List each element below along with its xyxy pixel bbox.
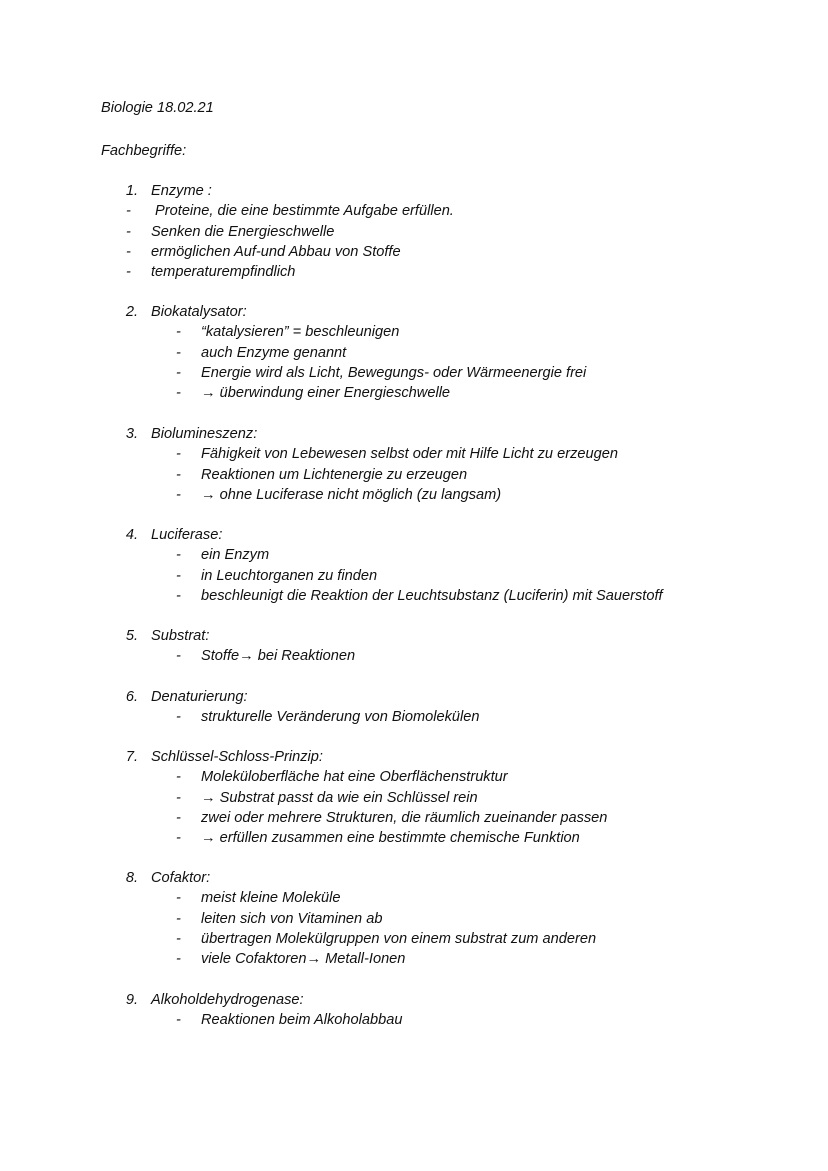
bullet-point: in Leuchtorganen zu finden <box>201 567 378 584</box>
bullet-point: → überwindung einer Energieschwelle <box>201 385 451 402</box>
bullet-point: Senken die Energieschwelle <box>151 223 335 240</box>
term-heading: Denaturierung: <box>151 689 248 705</box>
bullet-point: temperaturempfindlich <box>151 264 296 281</box>
bullet-dash: - <box>176 910 181 927</box>
document-title: Biologie 18.02.21 <box>101 100 214 116</box>
term-heading: Biolumineszenz: <box>151 426 258 442</box>
bullet-point: auch Enzyme genannt <box>201 344 347 361</box>
bullet-point: strukturelle Veränderung von Biomolekülen <box>201 709 480 726</box>
bullet-point: Moleküloberfläche hat eine Oberflächenstruktur <box>201 769 508 786</box>
term-number: 1. <box>125 183 138 199</box>
term-heading: Enzyme : <box>151 183 212 199</box>
bullet-point: beschleunigt die Reaktion der Leuchtsubstanz (Luciferin) mit Sauerstoff <box>201 587 663 604</box>
bullet-dash: - <box>126 264 131 281</box>
term-heading: Alkoholdehydrogenase: <box>151 992 304 1008</box>
bullet-point: ermöglichen Auf-und Abbau von Stoffe <box>151 243 401 260</box>
bullet-dash: - <box>176 324 181 341</box>
bullet-dash: - <box>126 203 131 220</box>
bullet-point: Reaktionen beim Alkoholabbau <box>201 1012 403 1029</box>
term-heading: Luciferase: <box>151 527 223 543</box>
bullet-dash: - <box>176 890 181 907</box>
term-heading: Substrat: <box>151 628 210 644</box>
term-number: 4. <box>125 527 138 543</box>
bullet-point: → ohne Luciferase nicht möglich (zu langsam) <box>201 486 502 503</box>
term-number: 8. <box>125 870 138 886</box>
term-heading: Biokatalysator: <box>151 304 247 320</box>
bullet-dash: - <box>176 364 181 381</box>
bullet-point: Fähigkeit von Lebewesen selbst oder mit Hilfe Licht zu erzeugen <box>201 446 618 463</box>
bullet-point: meist kleine Moleküle <box>201 890 341 907</box>
bullet-point: Stoffe→ bei Reaktionen <box>201 648 356 665</box>
bullet-point: viele Cofaktoren→ Metall-Ionen <box>201 951 406 968</box>
bullet-dash: - <box>176 809 181 826</box>
bullet-dash: - <box>176 930 181 947</box>
bullet-dash: - <box>176 547 181 564</box>
bullet-point: Proteine, die eine bestimmte Aufgabe erfüllen. <box>151 203 454 220</box>
bullet-dash: - <box>176 446 181 463</box>
term-number: 5. <box>125 628 138 644</box>
bullet-point: leiten sich von Vitaminen ab <box>201 910 383 927</box>
bullet-dash: - <box>176 466 181 483</box>
term-number: 6. <box>125 689 138 705</box>
bullet-dash: - <box>176 385 181 402</box>
bullet-dash: - <box>176 344 181 361</box>
term-number: 9. <box>125 992 138 1008</box>
bullet-dash: - <box>176 648 181 665</box>
bullet-point: übertragen Molekülgruppen von einem substrat zum anderen <box>201 930 597 947</box>
bullet-dash: - <box>176 951 181 968</box>
bullet-dash: - <box>176 567 181 584</box>
term-heading: Schlüssel-Schloss-Prinzip: <box>151 749 323 765</box>
term-number: 2. <box>125 304 138 320</box>
term-heading: Cofaktor: <box>151 870 211 886</box>
bullet-dash: - <box>176 789 181 806</box>
bullet-point: ein Enzym <box>201 547 270 564</box>
bullet-dash: - <box>126 223 131 240</box>
bullet-dash: - <box>176 830 181 847</box>
bullet-dash: - <box>176 709 181 726</box>
bullet-point: “katalysieren” = beschleunigen <box>201 324 400 341</box>
term-number: 3. <box>125 426 138 442</box>
bullet-dash: - <box>176 486 181 503</box>
section-heading: Fachbegriffe: <box>101 143 187 159</box>
bullet-point: zwei oder mehrere Strukturen, die räumlich zueinander passen <box>201 809 608 826</box>
bullet-dash: - <box>176 769 181 786</box>
bullet-dash: - <box>176 587 181 604</box>
bullet-point: → erfüllen zusammen eine bestimmte chemische Funktion <box>201 830 580 847</box>
term-number: 7. <box>125 749 138 765</box>
bullet-point: → Substrat passt da wie ein Schlüssel rein <box>201 789 478 806</box>
bullet-point: Energie wird als Licht, Bewegungs- oder Wärmeenergie frei <box>201 364 587 381</box>
bullet-point: Reaktionen um Lichtenergie zu erzeugen <box>201 466 468 483</box>
bullet-dash: - <box>176 1012 181 1029</box>
bullet-dash: - <box>126 243 131 260</box>
